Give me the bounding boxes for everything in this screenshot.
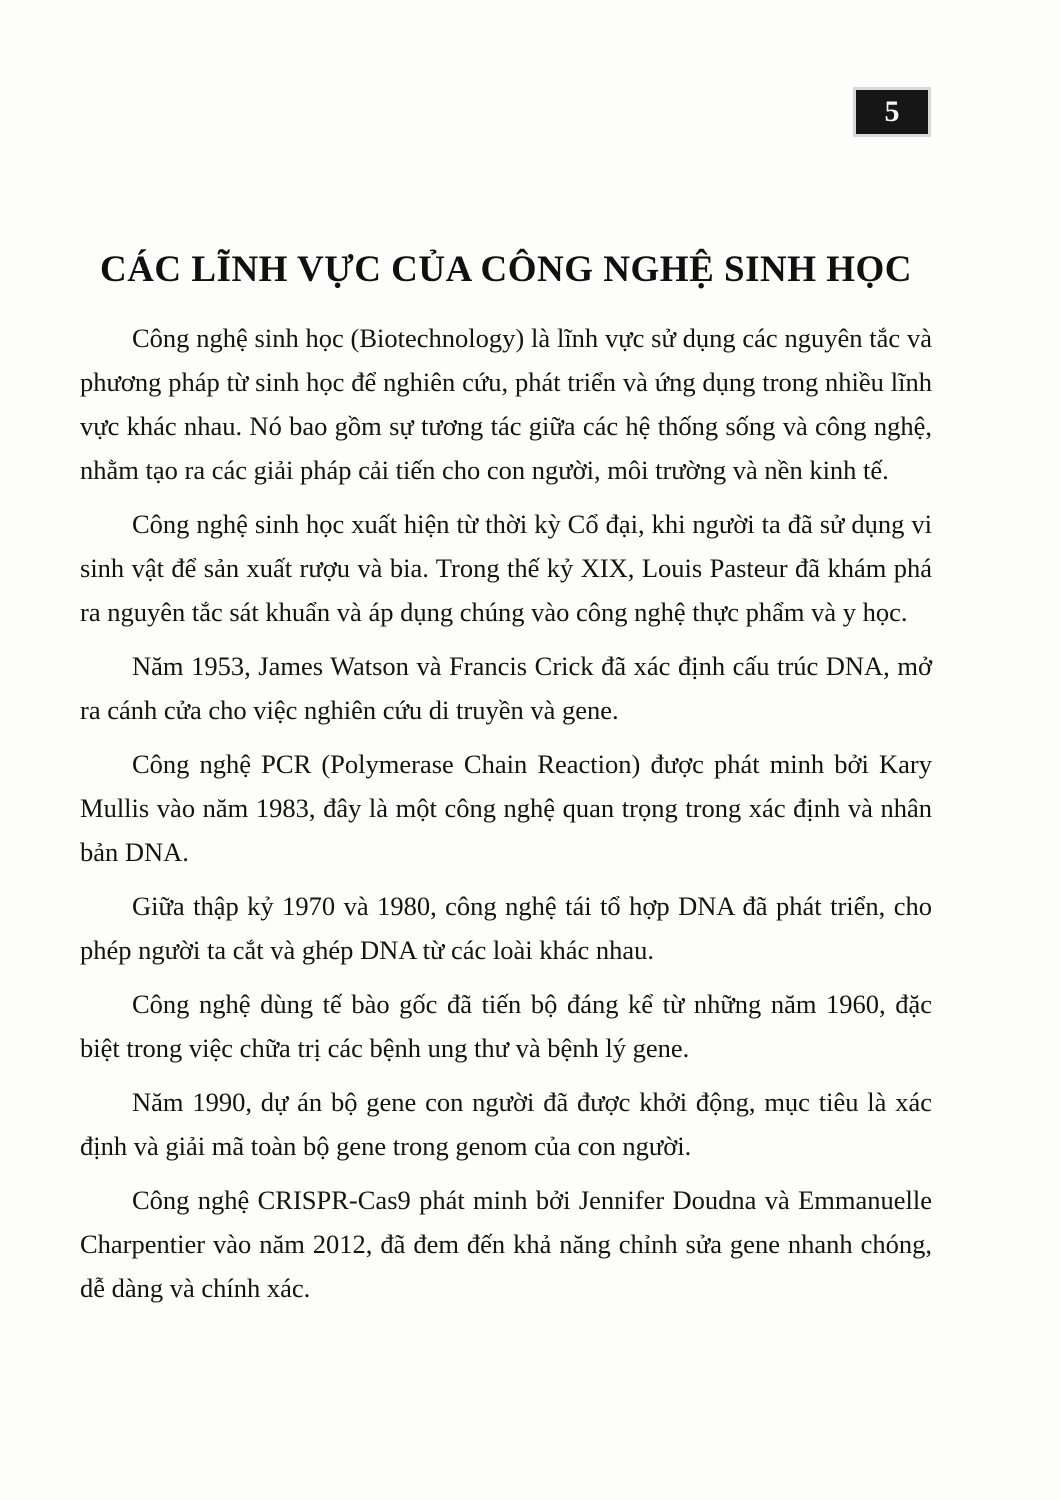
paragraph-history-origins: Công nghệ sinh học xuất hiện từ thời kỳ Cổ đại, khi người ta đã sử dụng vi sinh vật để sản xuất rượu và bia. Trong thế kỷ XIX, Louis Pasteur đã khám phá ra nguyên tắc sát khuẩn và áp dụng chúng vào công nghệ thực phẩm và y học. <box>80 508 932 627</box>
paragraph-genome-project: Năm 1990, dự án bộ gene con người đã được khởi động, mục tiêu là xác định và giải mã toàn bộ gene trong genom của con người. <box>80 1086 932 1161</box>
page-content <box>80 248 932 1321</box>
paragraph-crispr: Công nghệ CRISPR-Cas9 phát minh bởi Jennifer Doudna và Emmanuelle Charpentier vào năm 2012, đã đem đến khả năng chỉnh sửa gene nhanh chóng, dễ dàng và chính xác. <box>80 1184 932 1303</box>
paragraph-recombinant-dna: Giữa thập kỷ 1970 và 1980, công nghệ tái tổ hợp DNA đã phát triển, cho phép người ta cắt và ghép DNA từ các loài khác nhau. <box>80 890 932 965</box>
page-title: CÁC LĨNH VỰC CỦA CÔNG NGHỆ SINH HỌC <box>99 249 913 290</box>
page-number-badge: 5 <box>856 90 928 134</box>
paragraph-dna-1953: Năm 1953, James Watson và Francis Crick đã xác định cấu trúc DNA, mở ra cánh cửa cho việc nghiên cứu di truyền và gene. <box>80 650 932 725</box>
body-text <box>80 317 932 1311</box>
paragraph-intro: Công nghệ sinh học (Biotechnology) là lĩnh vực sử dụng các nguyên tắc và phương pháp từ sinh học để nghiên cứu, phát triển và ứng dụng trong nhiều lĩnh vực khác nhau. Nó bao gồm sự tương tác giữa các hệ thống sống và công nghệ, nhằm tạo ra các giải pháp cải tiến cho con người, môi trường và nền kinh tế. <box>80 323 932 485</box>
paragraph-pcr: Công nghệ PCR (Polymerase Chain Reaction) được phát minh bởi Kary Mullis vào năm 1983, đây là một công nghệ quan trọng trong xác định và nhân bản DNA. <box>80 748 932 867</box>
paragraph-stem-cells: Công nghệ dùng tế bào gốc đã tiến bộ đáng kể từ những năm 1960, đặc biệt trong việc chữa trị các bệnh ung thư và bệnh lý gene. <box>80 988 932 1063</box>
